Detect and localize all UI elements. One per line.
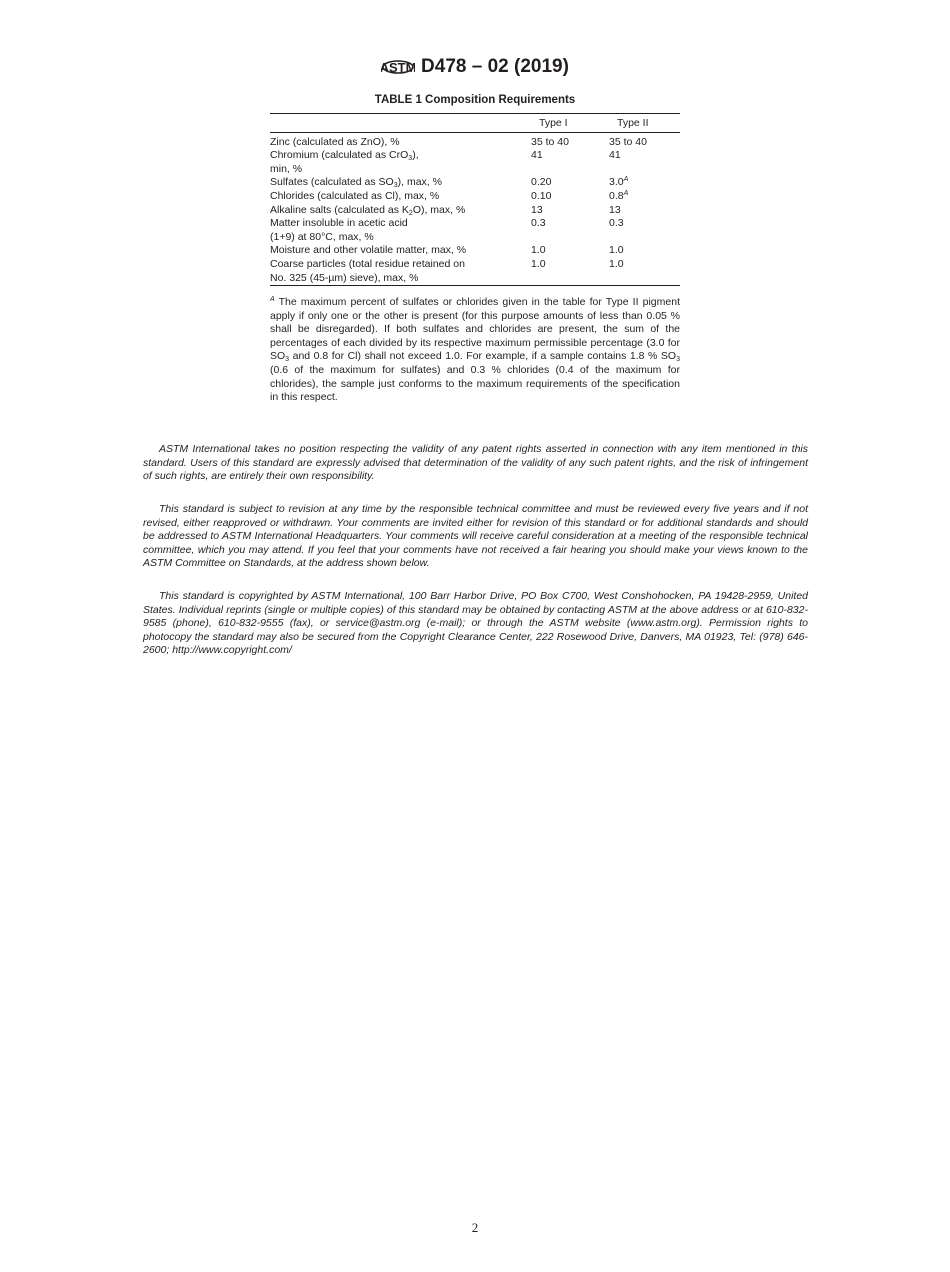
- table-row: [270, 204, 680, 218]
- type-ii-value: 13: [609, 203, 621, 216]
- row-label: Moisture and other volatile matter, max, %: [270, 244, 467, 257]
- type-i-value: 35 to 40: [531, 135, 569, 148]
- table-row: [270, 149, 680, 176]
- column-header-type-i: Type I: [539, 117, 568, 129]
- row-label: Sulfates (calculated as $SO_3$), max, %: [270, 176, 442, 190]
- type-i-value: 0.3: [531, 217, 546, 230]
- designation: D478 – 02 (2019): [421, 56, 569, 78]
- row-label: Alkaline salts (calculated as $K_2O$), max, %: [270, 203, 466, 217]
- page-number: 2: [471, 1220, 479, 1235]
- type-i-value: 1.0: [531, 244, 546, 257]
- column-header-type-ii: Type II: [617, 117, 649, 129]
- type-ii-value: $0.8^A$: [609, 189, 629, 202]
- type-ii-value: 0.3: [609, 217, 624, 230]
- table-title: TABLE 1 Composition Requirements: [374, 94, 576, 106]
- patent-notice: ASTM International takes no position respecting the validity of any patent rights asserted in connection with any item mentioned in this standard. Users of this standard are expressly advised that determination of the validity of any such patent rights, and the risk of infringement of such rights, are entirely their own responsibility.: [143, 443, 808, 483]
- table-footnote: $^A$ The maximum percent of sulfates or chlorides given in the table for Type II pigment apply if only one or the other is present (for this purpose amounts of less than 0.05 % shall be disregarded). If both sulfates and chlorides are present, the sum of the percentages of each divided by its respective maximum permissible percentage (3.0 for $SO_3$ and 0.8 for Cl) shall not exceed 1.0. For example, if a sample contains 1.8 % $SO_3$ (0.6 of the maximum for sulfates) and 0.3 % chlorides (0.4 of the maximum for chlorides), the sample just conforms to the maximum requirements of the specification in this respect.: [270, 296, 680, 404]
- astm-logo-icon: [381, 52, 415, 82]
- composition-table: [270, 113, 680, 286]
- table-row: [270, 176, 680, 190]
- table-row: [270, 258, 680, 285]
- type-ii-value: 35 to 40: [609, 135, 647, 148]
- type-i-value: 0.20: [531, 176, 552, 189]
- table-row: [270, 136, 680, 150]
- table-row: [270, 217, 680, 244]
- table-row: [270, 190, 680, 204]
- type-ii-value: 1.0: [609, 244, 624, 257]
- row-label: Matter insoluble in acetic acid (1+9) at 80°C, max, %: [270, 217, 408, 243]
- row-label: Chromium (calculated as CrO$_3$), min, %: [270, 149, 419, 175]
- revision-notice: This standard is subject to revision at any time by the responsible technical committee and must be reviewed every five years and if not revised, either reapproved or withdrawn. Your comments are invited either for revision of this standard or for additional standards and should be addressed to ASTM International Headquarters. Your comments will receive careful consideration at a meeting of the responsible technical committee, which you may attend. If you feel that your comments have not received a fair hearing you should make your views known to the ASTM Committee on Standards, at the address shown below.: [143, 503, 808, 570]
- row-label: Chlorides (calculated as Cl), max, %: [270, 189, 440, 202]
- type-i-value: 1.0: [531, 257, 546, 270]
- type-ii-value: 1.0: [609, 257, 624, 270]
- type-i-value: 13: [531, 203, 543, 216]
- page-header: [0, 52, 950, 82]
- row-label: Zinc (calculated as ZnO), %: [270, 135, 400, 148]
- table-header-row: [270, 114, 680, 133]
- type-i-value: 41: [531, 149, 543, 162]
- type-i-value: 0.10: [531, 189, 552, 202]
- row-label: Coarse particles (total residue retained on No. 325 (45-µm) sieve), max, %: [270, 257, 465, 284]
- table-row: [270, 244, 680, 258]
- svg-text:ASTM: ASTM: [381, 60, 416, 75]
- copyright-notice: This standard is copyrighted by ASTM International, 100 Barr Harbor Drive, PO Box C700, West Conshohocken, PA 19428-2959, United States. Individual reprints (single or multiple copies) of this standard may be obtained by contacting ASTM at the above address or at 610-832-9585 (phone), 610-832-9555 (fax), or service@astm.org (e-mail); or through the ASTM website (www.astm.org). Permission rights to photocopy the standard may also be secured from the Copyright Clearance Center, 222 Rosewood Drive, Danvers, MA 01923, Tel: (978) 646-2600; http://www.copyright.com/: [143, 590, 808, 657]
- type-ii-value: $3.0^A$: [609, 176, 629, 189]
- type-ii-value: 41: [609, 149, 621, 162]
- column-header: [270, 117, 531, 131]
